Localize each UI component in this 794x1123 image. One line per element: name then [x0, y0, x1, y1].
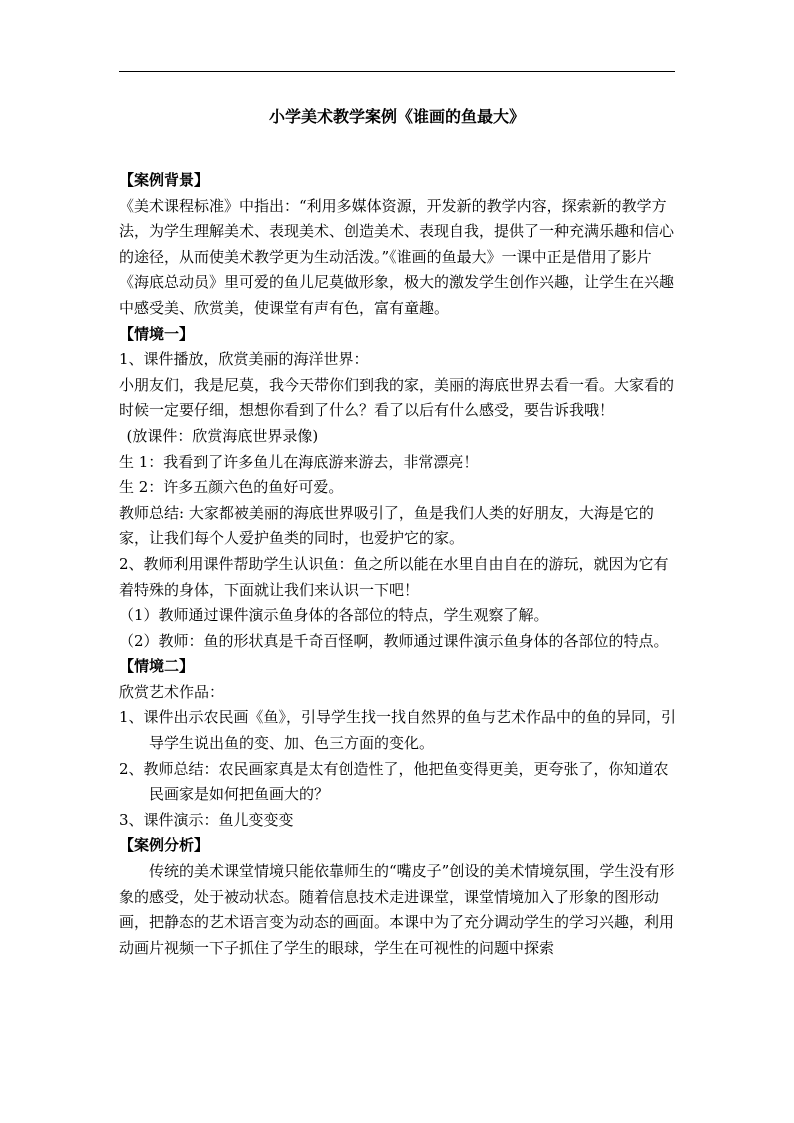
section-heading-analysis: 【案例分析】	[119, 836, 210, 855]
scene2-item-3: 3、课件演示：鱼儿变变变	[119, 810, 294, 829]
scene2-item-1: 1、课件出示农民画《鱼》，引导学生找一找自然界的鱼与艺术作品中的鱼的异同，引导学生说出鱼的变、加、色三方面的变化。	[119, 708, 677, 753]
scene1-student-2: 生 2：许多五颜六色的鱼好可爱。	[119, 478, 344, 497]
document-body	[119, 168, 679, 961]
scene2-intro: 欣赏艺术作品：	[119, 682, 225, 701]
scene2-item-2: 2、教师总结：农民画家真是太有创造性了，他把鱼变得更美，更夸张了，你知道农民画家是如何把鱼画大的？	[119, 759, 669, 804]
header-rule	[119, 71, 675, 72]
scene1-sub-1: （1）教师通过课件演示鱼身体的各部位的特点，学生观察了解。	[119, 606, 549, 625]
scene1-item-2: 2、教师利用课件帮助学生认识鱼：鱼之所以能在水里自由自在的游玩，就因为它有着特殊的身体，下面就让我们来认识一下吧！	[119, 554, 669, 599]
scene1-item-1: 1、课件播放，欣赏美丽的海洋世界：	[119, 350, 369, 369]
scene1-student-1: 生 1：我看到了许多鱼儿在海底游来游去，非常漂亮！	[119, 452, 479, 471]
analysis-paragraph: 传统的美术课堂情境只能依靠师生的“嘴皮子”创设的美术情境氛围，学生没有形象的感受，处于被动状态。随着信息技术走进课堂，课堂情境加入了形象的图形动画，把静态的艺术语言变为动态的画面。本课中为了充分调动学生的学习兴趣，利用动画片视频一下子抓住了学生的眼球，学生在可视性的问题中探索	[119, 862, 675, 957]
section-heading-background: 【案例背景】	[119, 171, 210, 189]
scene1-speech: 小朋友们，我是尼莫，我今天带你们到我的家，美丽的海底世界去看一看。大家看的时候一定要仔细，想想你看到了什么？看了以后有什么感受，要告诉我哦！	[119, 375, 675, 420]
section-heading-scene2: 【情境二】	[119, 657, 195, 676]
document-title: 小学美术教学案例《谁画的鱼最大》	[268, 107, 525, 126]
section-heading-scene1: 【情境一】	[119, 324, 195, 343]
scene1-sub-2: （2）教师：鱼的形状真是千奇百怪啊，教师通过课件演示鱼身体的各部位的特点。	[119, 631, 669, 650]
scene1-summary: 教师总结: 大家都被美丽的海底世界吸引了，鱼是我们人类的好朋友，大海是它的家，让我们每个人爱护鱼类的同时，也爱护它的家。	[119, 503, 654, 548]
background-paragraph: 《美术课程标准》中指出：“利用多媒体资源，开发新的教学内容，探索新的教学方法，为学生理解美术、表现美术、创造美术、表现自我，提供了一种充满乐趣和信心的途径，从而使美术教学更为生动活泼。”《谁画的鱼最大》一课中正是借用了影片《海底总动员》里可爱的鱼儿尼莫做形象，极大的激发学生创作兴趣，让学生在兴趣中感受美、欣赏美，使课堂有声有色，富有童趣。	[119, 196, 675, 317]
scene1-note: (放课件：欣赏海底世界录像)	[126, 426, 319, 445]
